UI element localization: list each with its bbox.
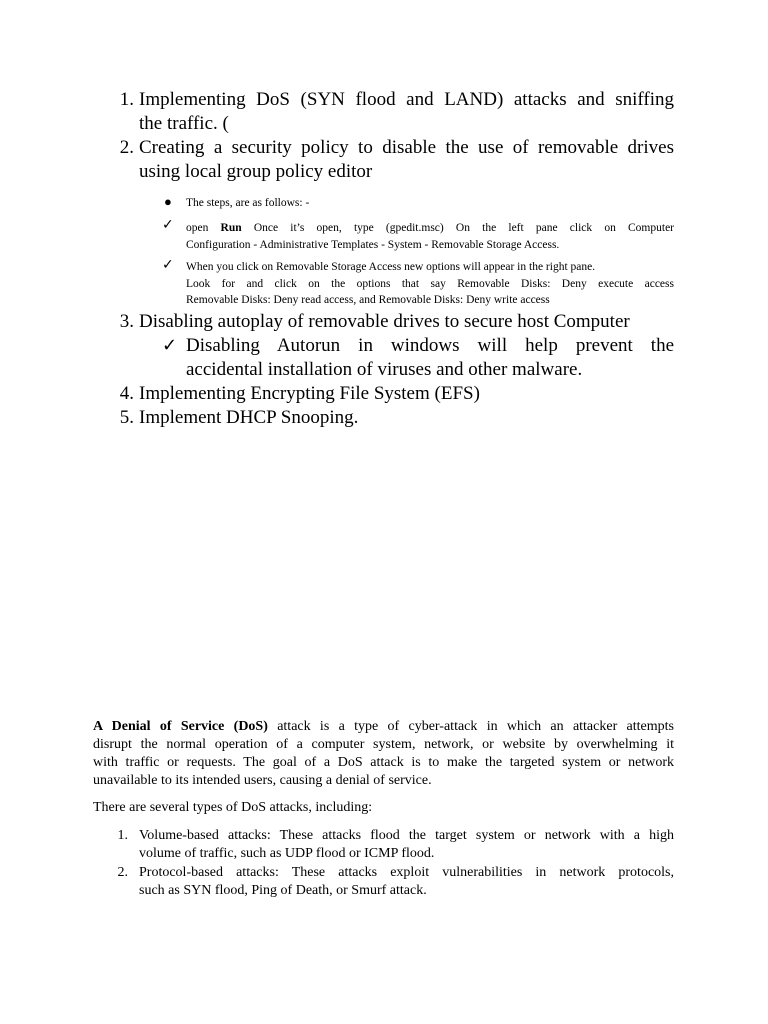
step-text-rest: Once it’s open, type (gpedit.msc) On the left pane click on Computer	[241, 222, 674, 234]
list-text-line: the traffic. (	[139, 113, 229, 134]
list-text-line: Volume-based attacks: These attacks flood the target system or network with a high	[139, 828, 674, 843]
checkmark-icon: ✓	[162, 217, 174, 233]
step-text-line	[186, 220, 674, 237]
list-number: 2.	[119, 137, 134, 158]
list-text-line: accidental installation of viruses and other malware.	[186, 359, 583, 380]
paragraph-line	[93, 718, 674, 736]
list-number: 1.	[117, 828, 128, 843]
list-text-line: Protocol-based attacks: These attacks exploit vulnerabilities in network protocols,	[139, 865, 674, 880]
list-text-line: Implementing DoS (SYN flood and LAND) attacks and sniffing	[139, 89, 674, 110]
bullet-text: The steps, are as follows: -	[186, 197, 310, 209]
bullet-icon: ●	[164, 194, 172, 209]
list-text-line: volume of traffic, such as UDP flood or ICMP flood.	[139, 846, 435, 861]
types-intro: There are several types of DoS attacks, including:	[93, 800, 373, 815]
list-text-line: Disabling Autorun in windows will help prevent the	[186, 335, 674, 356]
list-number: 1.	[119, 89, 134, 110]
list-number: 3.	[119, 311, 134, 332]
list-number: 5.	[119, 407, 134, 428]
list-number: 2.	[117, 865, 128, 880]
step-text-line: When you click on Removable Storage Access new options will appear in the right pane.	[186, 261, 596, 273]
list-text-line: Implement DHCP Snooping.	[139, 407, 359, 428]
paragraph-line: unavailable to its intended users, causing a denial of service.	[93, 773, 432, 788]
list-text-line: such as SYN flood, Ping of Death, or Smurf attack.	[139, 883, 427, 898]
dos-bold-lead: A Denial of Service (DoS)	[93, 719, 268, 734]
list-text-line: Creating a security policy to disable the use of removable drives	[139, 137, 674, 158]
paragraph-text: attack is a type of cyber-attack in which an attacker attempts	[267, 719, 674, 734]
step-prefix: open	[186, 222, 221, 234]
step-text-line: Removable Disks: Deny read access, and Removable Disks: Deny write access	[186, 294, 550, 306]
paragraph-line: disrupt the normal operation of a computer system, network, or website by overwhelming it	[93, 737, 674, 752]
list-number: 4.	[119, 383, 134, 404]
step-text-line: Configuration - Administrative Templates - System - Removable Storage Access.	[186, 239, 560, 251]
list-text-line: using local group policy editor	[139, 161, 373, 182]
checkmark-icon: ✓	[162, 257, 174, 273]
list-text-line: Disabling autoplay of removable drives to secure host Computer	[139, 311, 630, 332]
run-keyword: Run	[220, 222, 242, 234]
checkmark-icon: ✓	[162, 335, 178, 356]
paragraph-line: with traffic or requests. The goal of a DoS attack is to make the targeted system or network	[93, 755, 674, 770]
list-text-line: Implementing Encrypting File System (EFS)	[139, 383, 480, 404]
step-text-line: Look for and click on the options that say Removable Disks: Deny execute access	[186, 278, 674, 290]
